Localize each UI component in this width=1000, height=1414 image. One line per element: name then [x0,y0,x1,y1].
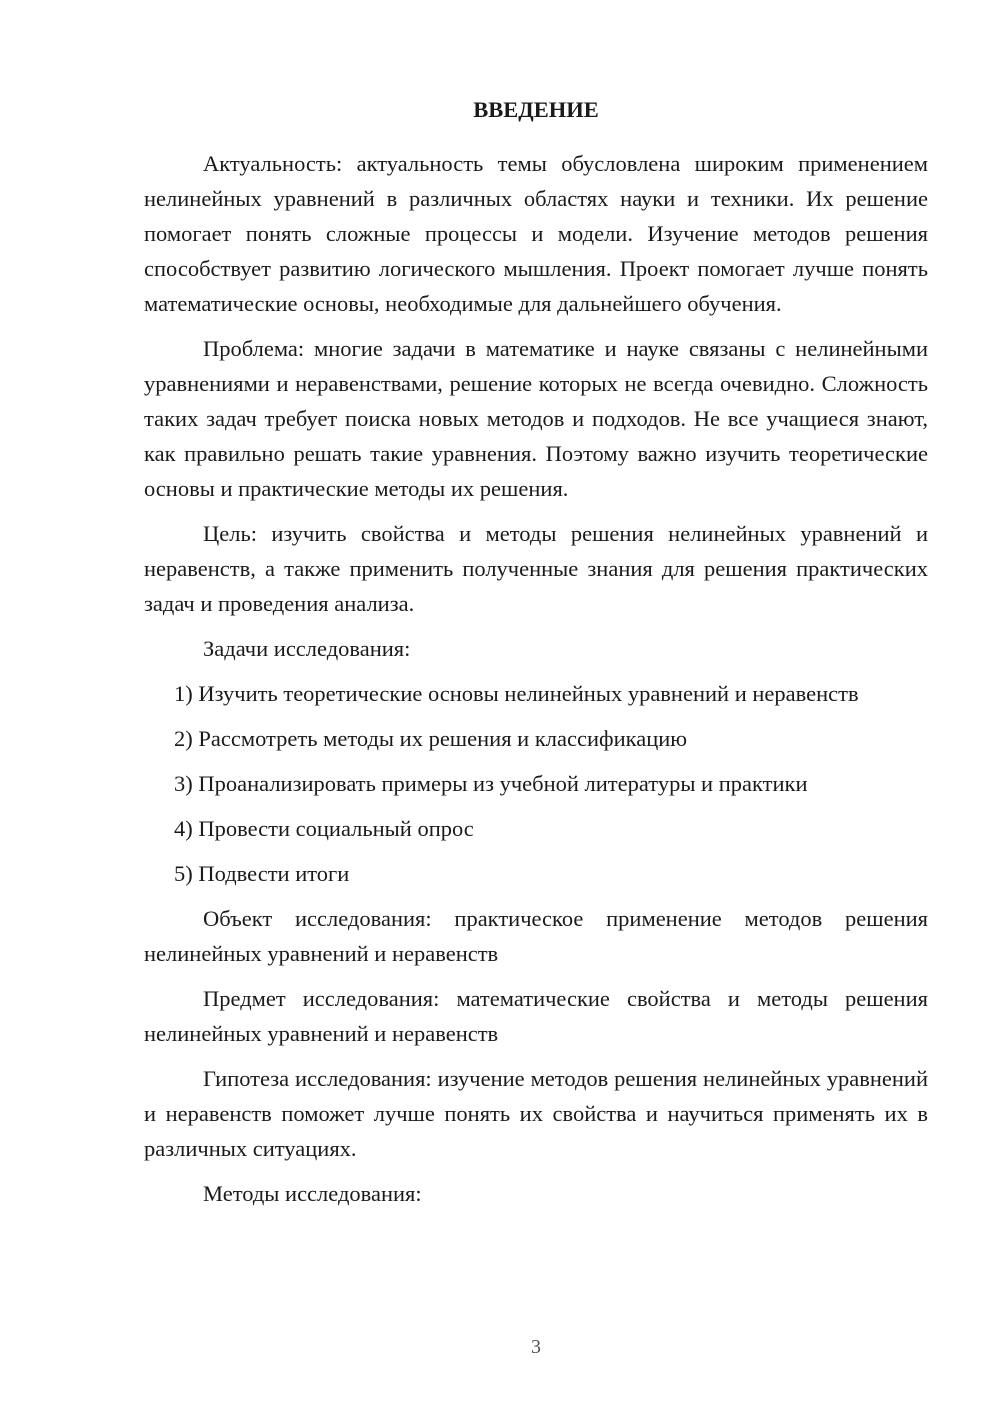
tasks-list [144,676,928,891]
hypothesis-paragraph: Гипотеза исследования: изучение методов решения нелинейных уравнений и неравенств поможет лучше понять их свойства и научиться применять их в различных ситуациях. [144,1066,928,1161]
methods-title: Методы исследования: [203,1181,422,1206]
tasks-title: Задачи исследования: [203,636,411,661]
page-content [144,96,928,1211]
list-item: 2) Рассмотреть методы их решения и классификацию [174,726,688,751]
subject-paragraph: Предмет исследования: математические свойства и методы решения нелинейных уравнений и неравенств [144,986,928,1046]
problem-paragraph: Проблема: многие задачи в математике и науке связаны с нелинейными уравнениями и неравенствами, решение которых не всегда очевидно. Сложность таких задач требует поиска новых методов и подходов. Не все учащиеся знают, как правильно решать такие уравнения. Поэтому важно изучить теоретические основы и практические методы их решения. [144,336,928,501]
goal-paragraph: Цель: изучить свойства и методы решения нелинейных уравнений и неравенств, а также применить полученные знания для решения практических задач и проведения анализа. [144,521,928,616]
list-item: 4) Провести социальный опрос [174,816,474,841]
page-number: 3 [531,1336,541,1358]
list-item: 3) Проанализировать примеры из учебной литературы и практики [174,771,808,796]
object-paragraph: Объект исследования: практическое применение методов решения нелинейных уравнений и неравенств [144,906,928,966]
list-item: 1) Изучить теоретические основы нелинейных уравнений и неравенств [174,681,859,706]
list-item: 5) Подвести итоги [174,861,350,886]
page-title: ВВЕДЕНИЕ [473,97,599,122]
relevance-paragraph: Актуальность: актуальность темы обусловлена широким применением нелинейных уравнений в различных областях науки и техники. Их решение помогает понять сложные процессы и модели. Изучение методов решения способствует развитию логического мышления. Проект помогает лучше понять математические основы, необходимые для дальнейшего обучения. [144,151,928,316]
